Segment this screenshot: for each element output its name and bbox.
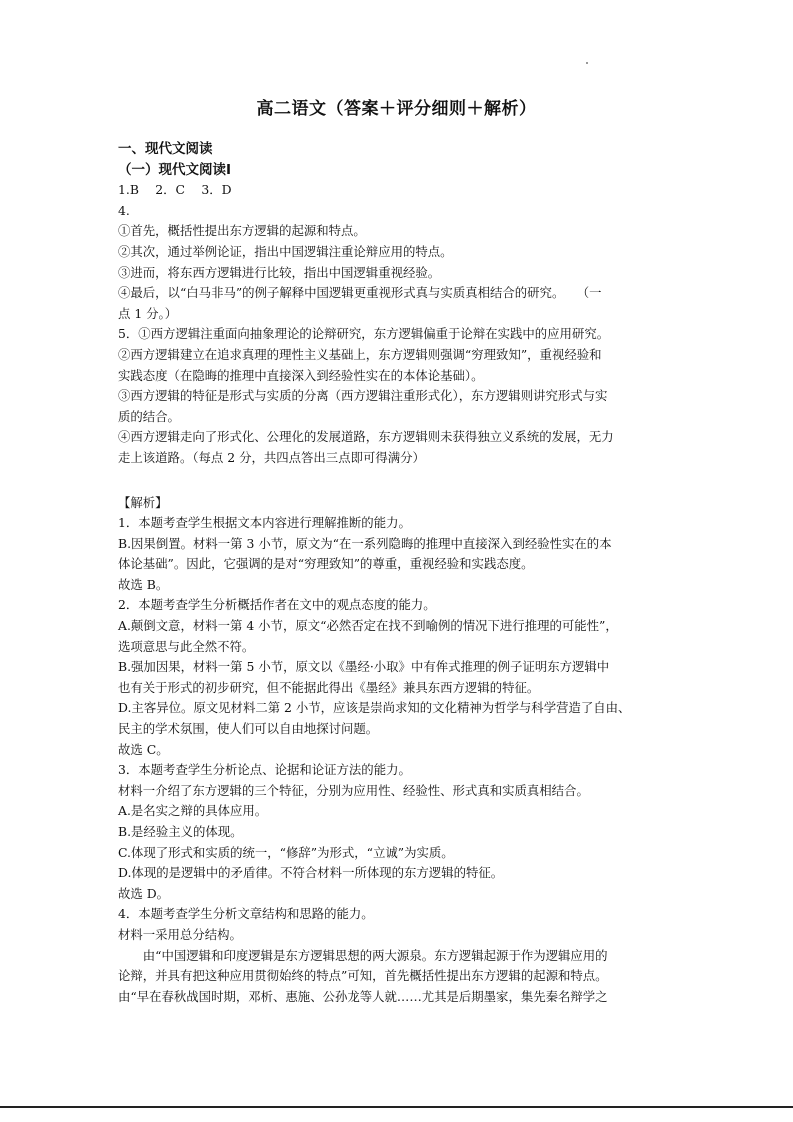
analysis-line: 1．本题考查学生根据文本内容进行理解推断的能力。 [118,515,411,531]
section-heading: 一、现代文阅读 [118,141,213,157]
answer-line: ②其次，通过举例论证，指出中国逻辑注重论辩应用的特点。 [118,243,453,259]
analysis-line: 体论基础”。因此，它强调的是对“穷理致知”的尊重，重视经验和实践态度。 [118,556,534,572]
scan-dot [586,62,588,64]
blank-gap [118,469,678,493]
answer-line: 走上该道路。（每点 2 分，共四点答出三点即可得满分） [118,449,425,465]
page-title: 高二语文（答案＋评分细则＋解析） [256,99,537,119]
page-bottom-rule [0,1106,793,1108]
analysis-line: 民主的学术氛围，使人们可以自由地探讨问题。 [118,721,379,737]
analysis-line: 也有关于形式的初步研究，但不能据此得出《墨经》兼具东西方逻辑的特征。 [118,679,540,695]
analysis-line: 故选 B。 [118,576,169,592]
subsection-heading: （一）现代文阅读Ⅰ [118,161,232,178]
analysis-line: 选项意思与此全然不符。 [118,638,255,654]
analysis-line: B.是经验主义的体现。 [118,824,243,839]
answer-line: ②西方逻辑建立在追求真理的理性主义基础上，东方逻辑则强调“穷理致知”，重视经验和 [118,346,602,362]
analysis-line: A.颠倒文意，材料一第 4 小节，原文“必然否定在找不到喻例的情况下进行推理的可能性”， [118,618,618,634]
answer-line: ④西方逻辑走向了形式化、公理化的发展道路，东方逻辑则未获得独立义系统的发展，无力 [118,429,614,445]
answer-line: ④最后，以“白马非马”的例子解释中国逻辑更重视形式真与实质真相结合的研究。 （一 [118,285,602,301]
analysis-line: 论辩，并具有把这种应用贯彻始终的特点”可知，首先概括性提出东方逻辑的起源和特点。 [118,968,608,984]
answer-line: 实践态度（在隐晦的推理中直接深入到经验性实在的本体论基础）。 [118,367,484,383]
answer-line: 点 1 分。） [118,305,178,321]
analysis-line: D.体现的是逻辑中的矛盾律。不符合材料一所体现的东方逻辑的特征。 [118,865,504,881]
analysis-line: 2．本题考查学生分析概括作者在文中的观点态度的能力。 [118,597,436,613]
answer-line: 5．①西方逻辑注重面向抽象理论的论辩研究，东方逻辑偏重于论辩在实践中的应用研究。 [118,326,610,342]
analysis-line: 4．本题考查学生分析文章结构和思路的能力。 [118,906,374,922]
analysis-line: 由“早在春秋战国时期，邓析、惠施、公孙龙等人就……尤其是后期墨家，集先秦名辩学之 [118,988,608,1004]
analysis-heading: 【解析】 [118,494,168,510]
analysis-line: 故选 C。 [118,741,169,757]
analysis-line: 材料一采用总分结构。 [118,926,242,942]
analysis-line: D.主客异位。原文见材料二第 2 小节，应该是崇尚求知的文化精神为哲学与科学营造了自由、 [118,700,631,716]
answer-block [118,180,678,468]
analysis-line: B.因果倒置。材料一第 3 小节，原文为“在一系列隐晦的推理中直接深入到经验性实在的本 [118,535,612,551]
analysis-line: 故选 D。 [118,885,170,901]
document-body [118,139,678,1007]
answer-line: 质的结合。 [118,408,180,424]
answer-line: ③西方逻辑的特征是形式与实质的分离（西方逻辑注重形式化），东方逻辑则讲究形式与实 [118,388,608,404]
analysis-line: B.强加因果，材料一第 5 小节，原文以《墨经·小取》中有侔式推理的例子证明东方逻辑中 [118,659,610,675]
analysis-line: 由“中国逻辑和印度逻辑是东方逻辑思想的两大源泉。东方逻辑起源于作为逻辑应用的 [118,947,608,963]
answer-line: ①首先，概括性提出东方逻辑的起源和特点。 [118,223,366,239]
analysis-line: 3．本题考查学生分析论点、论据和论证方法的能力。 [118,762,411,778]
answer-line: 4. [118,202,130,218]
answer-line: 1.B 2．C 3．D [118,182,232,198]
analysis-line: 材料一介绍了东方逻辑的三个特征，分别为应用性、经验性、形式真和实质真相结合。 [118,782,589,798]
analysis-line: C.体现了形式和实质的统一，“修辞”为形式，“立诚”为实质。 [118,844,454,860]
analysis-line: A.是名实之辩的具体应用。 [118,803,268,819]
answer-line: ③进而，将东西方逻辑进行比较，指出中国逻辑重视经验。 [118,264,441,280]
analysis-block [118,513,678,1007]
